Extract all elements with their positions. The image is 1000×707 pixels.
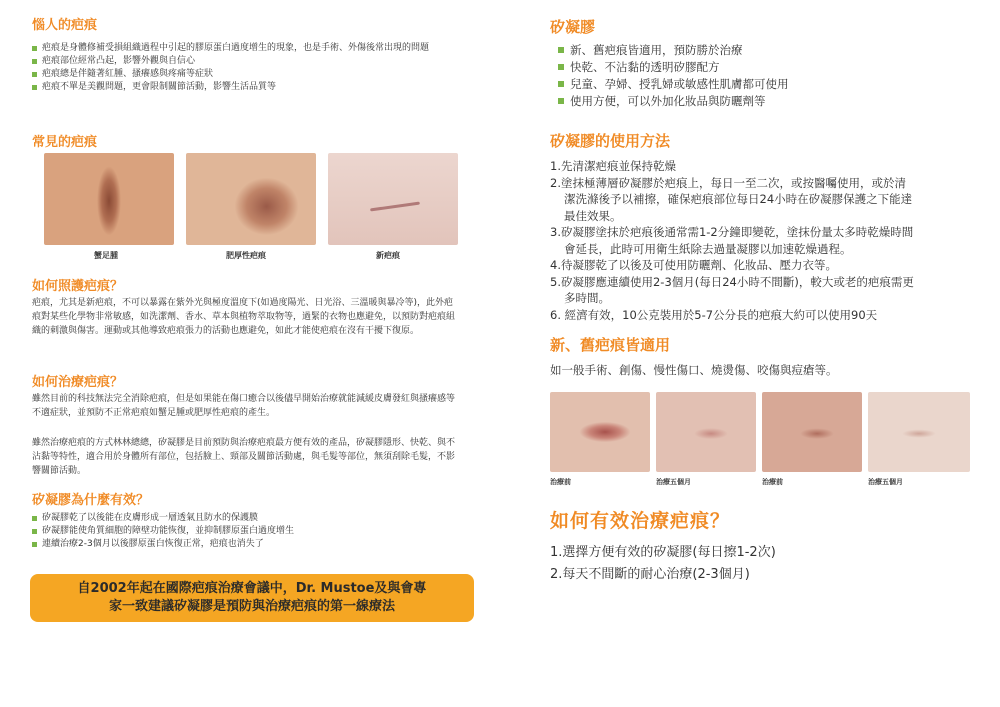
effective-title: 如何有效治療疤痕？ — [550, 510, 731, 532]
after-photo — [656, 392, 756, 472]
why-point-item: 矽凝膠乾了以後能在皮膚形成一層透氣且防水的保護膜 — [30, 512, 455, 525]
gel-point-item: 新、舊疤痕皆適用，預防勝於治療 — [556, 42, 976, 59]
usage-step-item: 潔洗滌後予以補擦，確保疤痕部位每日24小時在矽凝膠保護之下能達 — [564, 192, 913, 206]
photo-caption: 治療前 — [762, 478, 783, 486]
photo-caption: 治療五個月 — [656, 478, 691, 486]
treat-paragraph-1: 雖然目前的科技無法完全消除疤痕，但是如果能在傷口癒合以後儘早開始治療就能減緩皮膚發紅與搔癢感等不適症狀，並預防不正常疤痕如蟹足腫或肥厚性疤痕的產生。 — [32, 394, 456, 418]
after-photo — [868, 392, 970, 472]
usage-steps-list — [550, 158, 980, 323]
effective-step-item: 1.選擇方便有效的矽凝膠(每日擦1-2次) — [550, 545, 776, 560]
gel-points-list — [556, 42, 976, 110]
usage-step-item: 2.塗抹極薄層矽凝膠於疤痕上，每日一至二次，或按醫囑使用，或於清 — [550, 175, 906, 190]
usage-step-item: 1.先清潔疤痕並保持乾燥 — [550, 159, 676, 173]
why-points-list — [30, 512, 455, 551]
before-photo — [550, 392, 650, 472]
usage-step-item: 3.矽凝膠塗抹於疤痕後通常需1-2分鐘即變乾，塗抹份量太多時乾燥時間 — [550, 225, 914, 239]
gel-point-item: 使用方便，可以外加化妝品與防曬劑等 — [556, 93, 976, 110]
scar-title: 惱人的疤痕 — [32, 18, 98, 33]
hypertrophic-scar-photo — [186, 153, 316, 245]
usage-step-item: 多時間。 — [564, 291, 610, 305]
scar-type-label: 新疤痕 — [376, 251, 400, 260]
why-title: 矽凝膠為什麼有效？ — [32, 493, 150, 508]
scar-type-label: 肥厚性疤痕 — [226, 251, 266, 260]
new-scar-photo — [328, 153, 458, 245]
banner-line-1: 自2002年起在國際疤痕治療會議中，Dr. Mustoe及與會專 — [77, 581, 427, 596]
scar-type-label: 蟹足腫 — [94, 251, 118, 260]
common-scars-title: 常見的疤痕 — [32, 135, 98, 150]
gel-title: 矽凝膠 — [550, 18, 596, 36]
keloid-photo — [44, 153, 174, 245]
recommendation-banner — [30, 574, 474, 622]
banner-line-2: 家一致建議矽凝膠是預防與治療疤痕的第一線療法 — [108, 599, 395, 614]
why-point-item: 矽凝膠能使角質細胞的障壁功能恢復，並抑制膠原蛋白過度增生 — [30, 525, 455, 538]
usage-step-item: 6. 經濟有效，10公克裝用於5-7公分長的疤痕大約可以使用90天 — [550, 307, 878, 322]
before-photo — [762, 392, 862, 472]
scar-point-item: 疤痕不單是美觀問題，更會限制關節活動，影響生活品質等 — [30, 81, 455, 94]
apply-text: 如一般手術、創傷、慢性傷口、燒燙傷、咬傷與痘瘡等。 — [550, 363, 838, 377]
treat-title: 如何治療疤痕？ — [32, 375, 124, 390]
scar-point-item: 疤痕部位經常凸起，影響外觀與自信心 — [30, 55, 455, 68]
usage-title: 矽凝膠的使用方法 — [550, 132, 671, 150]
apply-title: 新、舊疤痕皆適用 — [550, 336, 671, 354]
scar-points-list — [30, 42, 455, 94]
gel-point-item: 兒童、孕婦、授乳婦或敏感性肌膚都可使用 — [556, 76, 976, 93]
scar-line — [370, 202, 420, 212]
scar-point-item: 疤痕是身體修補受損組織過程中引起的膠原蛋白過度增生的現象，也是手術、外傷後常出現的問題 — [30, 42, 455, 55]
photo-caption: 治療五個月 — [868, 478, 903, 486]
photo-caption: 治療前 — [550, 478, 571, 486]
treat-paragraph-2: 雖然治療疤痕的方式林林總總，矽凝膠是目前預防與治療疤痕最方便有效的產品，矽凝膠隱形、快乾、與不沾黏等特性，適合用於身體所有部位，包括臉上、頸部及關節活動處，與毛髮等部位，無須刮除毛髮，不影響關節活動。 — [32, 438, 456, 476]
usage-step-item: 會延長，此時可用衛生紙除去過量凝膠以加速乾燥過程。 — [564, 241, 852, 256]
usage-step-item: 5.矽凝膠應連續使用2-3個月(每日24小時不間斷)，較大或老的疤痕需更 — [550, 274, 914, 289]
gel-point-item: 快乾、不沾黏的透明矽膠配方 — [556, 59, 976, 76]
effective-steps-list — [550, 542, 980, 586]
effective-step-item: 2.每天不間斷的耐心治療(2-3個月) — [550, 567, 750, 582]
scar-point-item: 疤痕總是伴隨著紅腫、搔癢感與疼痛等症狀 — [30, 68, 455, 81]
care-title: 如何照護疤痕？ — [32, 279, 124, 294]
why-point-item: 連續治療2-3個月以後膠原蛋白恢復正常，疤痕也消失了 — [30, 538, 455, 551]
usage-step-item: 最佳效果。 — [564, 208, 622, 223]
usage-step-item: 4.待凝膠乾了以後及可使用防曬劑、化妝品、壓力衣等。 — [550, 258, 837, 272]
care-paragraph: 疤痕，尤其是新疤痕，不可以暴露在紫外光與極度溫度下(如過度陽光、日光浴、三溫暖與暴冷等)，此外疤痕對某些化學物非常敏感，如洗潔劑、香水、草本與植物萃取物等，過緊的衣物也應避免，以預防對疤痕組織的刺激與傷害。運動或其他導致疤痕張力的活動也應避免，如此才能使疤痕在沒有干擾下復原。 — [32, 298, 456, 336]
